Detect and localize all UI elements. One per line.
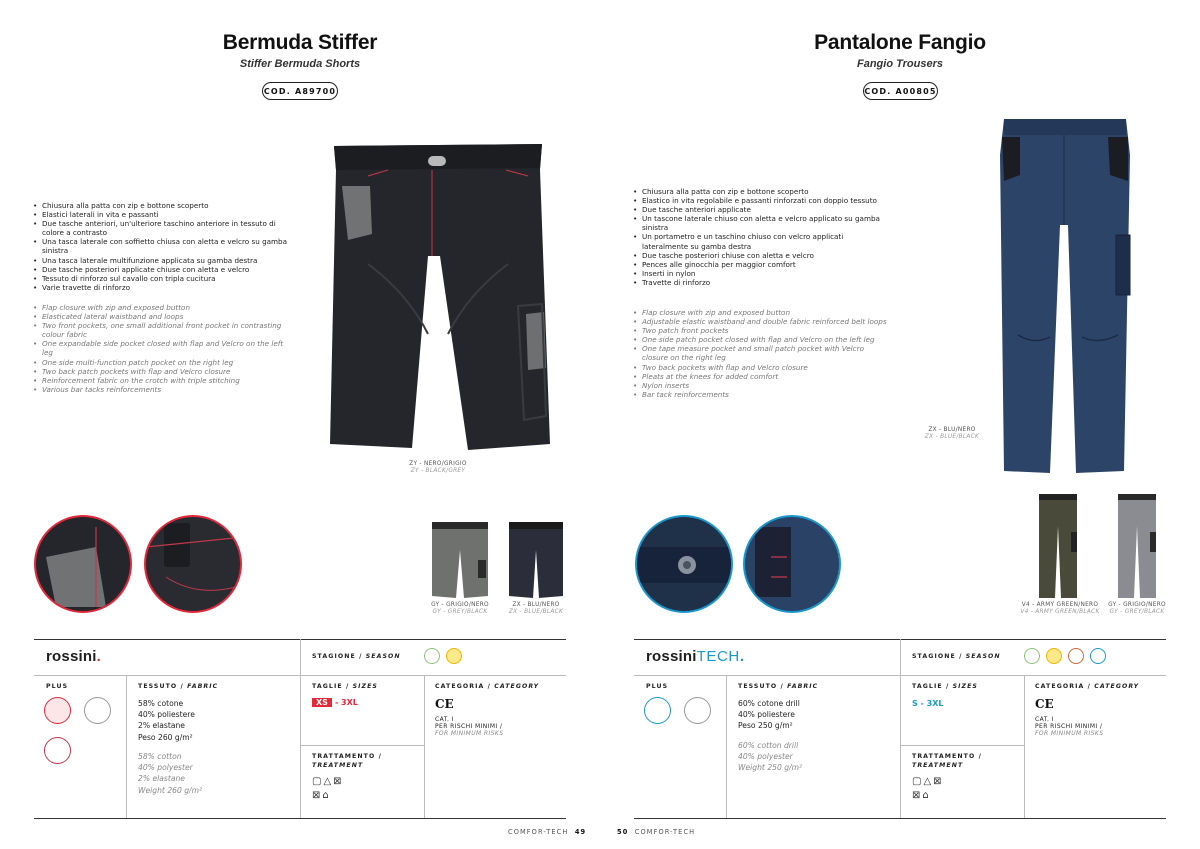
category-label: CATEGORIA / CATEGORY: [435, 683, 540, 690]
no-tumble-dry-icon: ⊠: [333, 776, 344, 787]
feature-item: • Two patch front pockets: [633, 326, 891, 335]
feature-item: • Pleats at the knees for added comfort: [633, 372, 891, 381]
fabric-label: TESSUTO / FABRIC: [738, 683, 819, 690]
footer-label: COMFOR-TECH: [508, 828, 569, 836]
plus-label: PLUS: [646, 683, 669, 690]
features-list-it: [33, 201, 291, 292]
feature-item: • Due tasche anteriori applicate: [633, 205, 891, 214]
divider: [900, 675, 901, 818]
variant-image-army-green: [1037, 492, 1079, 600]
fabric-composition-en: [738, 740, 802, 774]
label-it: TESSUTO: [738, 683, 778, 690]
feature-item: • Un tascone laterale chiuso con aletta e velcro applicato su gamba sinistra: [633, 214, 891, 232]
caption-it: V4 - ARMY GREEN/NERO: [1021, 602, 1099, 608]
label-it: TAGLIE: [912, 683, 943, 690]
detail-image-button: [635, 515, 733, 613]
label-it: CATEGORIA: [1035, 683, 1085, 690]
detail-image-pocket: [34, 515, 132, 613]
feature-item: • Varie travette di rinforzo: [33, 283, 291, 292]
variant-image-grey: [430, 520, 490, 600]
features-list-en: [33, 303, 291, 394]
caption-it: ZY - NERO/GRIGIO: [409, 461, 467, 467]
spring-season-icon: [1024, 648, 1040, 664]
autumn-season-icon: [1068, 648, 1084, 664]
variant-caption: [496, 602, 576, 616]
variant-caption: [1010, 602, 1110, 616]
label-en: SIZES: [352, 683, 378, 690]
label-it: STAGIONE: [912, 653, 956, 660]
product-subtitle: Fangio Trousers: [857, 58, 943, 70]
fabric-line: 58% cotone: [138, 699, 184, 708]
plus-label: PLUS: [46, 683, 69, 690]
divider: [900, 639, 901, 675]
label-en: SEASON: [365, 653, 401, 660]
feature-item: • Adjustable elastic waistband and double fabric reinforced belt loops: [633, 317, 891, 326]
wash-40-icon: ▢: [312, 776, 324, 787]
category-line: PER RISCHI MINIMI /: [1035, 723, 1103, 730]
fabric-line: 40% poliestere: [138, 710, 195, 720]
feature-item: • One side patch pocket closed with flap and Velcro on the left leg: [633, 335, 891, 344]
label-it: TAGLIE: [312, 683, 343, 690]
fabric-line: Peso 250 g/m²: [738, 721, 793, 731]
no-dry-clean-icon: ⊠: [312, 790, 323, 801]
label-en: SEASON: [965, 653, 1001, 660]
summer-season-icon: [1046, 648, 1062, 664]
caption-it: ZX - BLU/NERO: [512, 602, 560, 608]
fabric-line: 40% polyester: [138, 763, 193, 773]
winter-season-icon: [424, 648, 440, 664]
footer-label: COMFOR-TECH: [634, 828, 696, 836]
label-en: TREATMENT: [912, 762, 964, 769]
fabric-label: TESSUTO / FABRIC: [138, 683, 219, 690]
label-it: TRATTAMENTO /: [912, 753, 982, 760]
no-bleach-icon: △: [323, 776, 334, 787]
feature-item: • Elastico in vita regolabile e passanti rinforzati con doppio tessuto: [633, 196, 891, 205]
divider: [300, 675, 301, 818]
fabric-line: Peso 260 g/m²: [138, 732, 193, 742]
stretch-fabric-icon: [44, 697, 71, 724]
fabric-line: Weight 250 g/m²: [738, 763, 803, 773]
feature-item: • One tape measure pocket and small patch pocket with Velcro closure on the right leg: [633, 344, 891, 362]
variant-caption: [1097, 602, 1177, 616]
page-number: 49: [574, 828, 587, 836]
page-footer: [617, 828, 695, 836]
caption-en: ZY - BLACK/GREY: [410, 468, 466, 474]
feature-item: • Two front pockets, one small additional front pocket in contrasting colour fabric: [33, 321, 291, 339]
caption-it: GY - GRIGIO/NERO: [1108, 602, 1166, 608]
feature-item: • Chiusura alla patta con zip e bottone scoperto: [33, 201, 291, 210]
size-from: XS: [312, 698, 332, 707]
wash-40-icon: ▢: [912, 776, 924, 787]
fabric-composition-it: [138, 698, 195, 743]
no-tumble-dry-icon: ⊠: [933, 776, 944, 787]
feature-item: • Reinforcement fabric on the crotch with triple stitching: [33, 376, 291, 385]
label-en: SIZES: [952, 683, 978, 690]
category-line: PER RISCHI MINIMI /: [435, 723, 503, 730]
fabric-line: Weight 260 g/m²: [138, 785, 203, 795]
product-code-badge: COD. A00805: [863, 82, 938, 100]
brand-logo: [46, 648, 101, 665]
product-image-trousers: [998, 115, 1134, 475]
feature-item: • One expandable side pocket closed with flap and Velcro on the left leg: [33, 339, 291, 357]
ce-mark-icon: CE: [435, 697, 454, 711]
feature-item: • Chiusura alla patta con zip e bottone scoperto: [633, 187, 891, 196]
brand-logo: [646, 648, 744, 665]
caption-it: ZX - BLU/NERO: [928, 427, 976, 433]
feature-item: • Tessuto di rinforzo sul cavallo con tripla cucitura: [33, 274, 291, 283]
brand-name: rossini: [46, 648, 97, 665]
label-it: CATEGORIA: [435, 683, 485, 690]
feature-item: • Due tasche posteriori chiuse con aletta e velcro: [633, 251, 891, 260]
detail-image-waistband: [144, 515, 242, 613]
fabric-composition-it: [738, 698, 800, 732]
label-en: FABRIC: [187, 683, 219, 690]
category-text: [1035, 716, 1103, 737]
label-en: CATEGORY: [494, 683, 540, 690]
features-list-en: [633, 308, 891, 399]
sizes-label: TAGLIE / SIZES: [912, 683, 978, 690]
feature-item: • Inserti in nylon: [633, 269, 891, 278]
winter-season-icon: [1090, 648, 1106, 664]
divider: [300, 745, 424, 746]
divider: [726, 675, 727, 818]
brand-dot: .: [96, 648, 101, 665]
fabric-line: 40% poliestere: [738, 710, 795, 720]
feature-item: • Flap closure with zip and exposed button: [633, 308, 891, 317]
category-line: CAT. I: [435, 716, 454, 723]
variant-image-blue: [507, 520, 565, 600]
label-en: CATEGORY: [1094, 683, 1140, 690]
caption-en: GY - GREY/BLACK: [1109, 609, 1165, 615]
caption-en: ZX - BLUE/BLACK: [508, 609, 564, 615]
pocket-velcro-icon: [44, 737, 71, 764]
fabric-line: 58% cotton: [138, 752, 182, 761]
category-line: CAT. I: [1035, 716, 1054, 723]
variant-image-grey: [1116, 492, 1158, 600]
reinforced-seam-icon: [84, 697, 111, 724]
feature-item: • Travette di rinforzo: [633, 278, 891, 287]
fabric-line: 60% cotone drill: [738, 699, 800, 708]
main-color-caption: [368, 461, 508, 475]
caption-en: ZX - BLUE/BLACK: [924, 434, 980, 440]
product-subtitle: Stiffer Bermuda Shorts: [239, 58, 361, 70]
knee-pleat-icon: [684, 697, 711, 724]
feature-item: • Bar tack reinforcements: [633, 390, 891, 399]
caption-en: GY - GREY/BLACK: [432, 609, 488, 615]
category-line: FOR MINIMUM RISKS: [435, 730, 504, 737]
sizes-label: TAGLIE / SIZES: [312, 683, 378, 690]
feature-item: • Due tasche posteriori applicate chiuse con aletta e velcro: [33, 265, 291, 274]
category-line: FOR MINIMUM RISKS: [1035, 730, 1104, 737]
divider: [424, 675, 425, 818]
table-bottom-rule: [634, 818, 1166, 819]
category-label: CATEGORIA / CATEGORY: [1035, 683, 1140, 690]
fabric-line: 40% polyester: [738, 752, 793, 762]
feature-item: • Elasticated lateral waistband and loops: [33, 312, 291, 321]
fabric-composition-en: [138, 751, 202, 796]
table-bottom-rule: [34, 818, 566, 819]
feature-item: • Two back patch pockets with flap and Velcro closure: [33, 367, 291, 376]
detail-image-pocket: [743, 515, 841, 613]
product-title: Bermuda Stiffer: [222, 31, 378, 54]
treatment-label: [312, 752, 382, 770]
feature-item: • Pences alle ginocchia per maggior comfort: [633, 260, 891, 269]
category-text: [435, 716, 503, 737]
fabric-line: 60% cotton drill: [738, 741, 799, 750]
feature-item: • Un portametro e un taschino chiuso con velcro applicati lateralmente su gamba destra: [633, 232, 891, 250]
fabric-line: 2% elastane: [138, 721, 185, 731]
divider: [126, 675, 127, 818]
feature-item: • Various bar tacks reinforcements: [33, 385, 291, 394]
feature-item: • Flap closure with zip and exposed button: [33, 303, 291, 312]
care-symbols: [912, 775, 944, 803]
brand-name: rossini: [646, 648, 697, 665]
pocket-velcro-icon: [644, 697, 671, 724]
divider: [1024, 675, 1025, 818]
label-it: STAGIONE: [312, 653, 356, 660]
iron-icon: ⌂: [322, 790, 331, 801]
label-it: TRATTAMENTO /: [312, 753, 382, 760]
caption-en: V4 - ARMY GREEN/BLACK: [1020, 609, 1100, 615]
size-to: - 3XL: [334, 698, 358, 707]
summer-season-icon: [446, 648, 462, 664]
iron-icon: ⌂: [922, 790, 931, 801]
ce-mark-icon: CE: [1035, 697, 1054, 711]
divider: [300, 639, 301, 675]
size-range: [312, 698, 358, 707]
feature-item: • Una tasca laterale multifunzione applicata su gamba destra: [33, 256, 291, 265]
catalog-page-right: [600, 0, 1200, 849]
page-number: 50: [617, 828, 629, 836]
size-range: S - 3XL: [912, 699, 944, 708]
feature-item: • One side multi-function patch pocket on the right leg: [33, 358, 291, 367]
label-en: TREATMENT: [312, 762, 364, 769]
feature-item: • Nylon inserts: [633, 381, 891, 390]
label-en: FABRIC: [787, 683, 819, 690]
season-label: STAGIONE / SEASON: [312, 653, 401, 660]
page-footer: [508, 828, 586, 836]
feature-item: • Una tasca laterale con soffietto chiusa con aletta e velcro su gamba sinistra: [33, 237, 291, 255]
product-title: Pantalone Fangio: [814, 31, 986, 54]
brand-tech: TECH: [696, 648, 740, 665]
label-it: TESSUTO: [138, 683, 178, 690]
feature-item: • Due tasche anteriori, un'ulteriore taschino anteriore in tessuto di colore a contrasto: [33, 219, 291, 237]
product-code-badge: COD. A89700: [262, 82, 338, 100]
brand-dot: .: [739, 648, 745, 665]
fabric-line: 2% elastane: [138, 774, 185, 784]
no-bleach-icon: △: [923, 776, 934, 787]
variant-caption: [420, 602, 500, 616]
main-color-caption: [890, 427, 1014, 441]
caption-it: GY - GRIGIO/NERO: [431, 602, 489, 608]
product-image-shorts: [328, 134, 550, 454]
season-label: STAGIONE / SEASON: [912, 653, 1001, 660]
no-dry-clean-icon: ⊠: [912, 790, 923, 801]
treatment-label: [912, 752, 982, 770]
care-symbols: [312, 775, 344, 803]
divider: [900, 745, 1024, 746]
features-list-it: [633, 187, 891, 287]
feature-item: • Two back pockets with flap and Velcro closure: [633, 363, 891, 372]
feature-item: • Elastici laterali in vita e passanti: [33, 210, 291, 219]
